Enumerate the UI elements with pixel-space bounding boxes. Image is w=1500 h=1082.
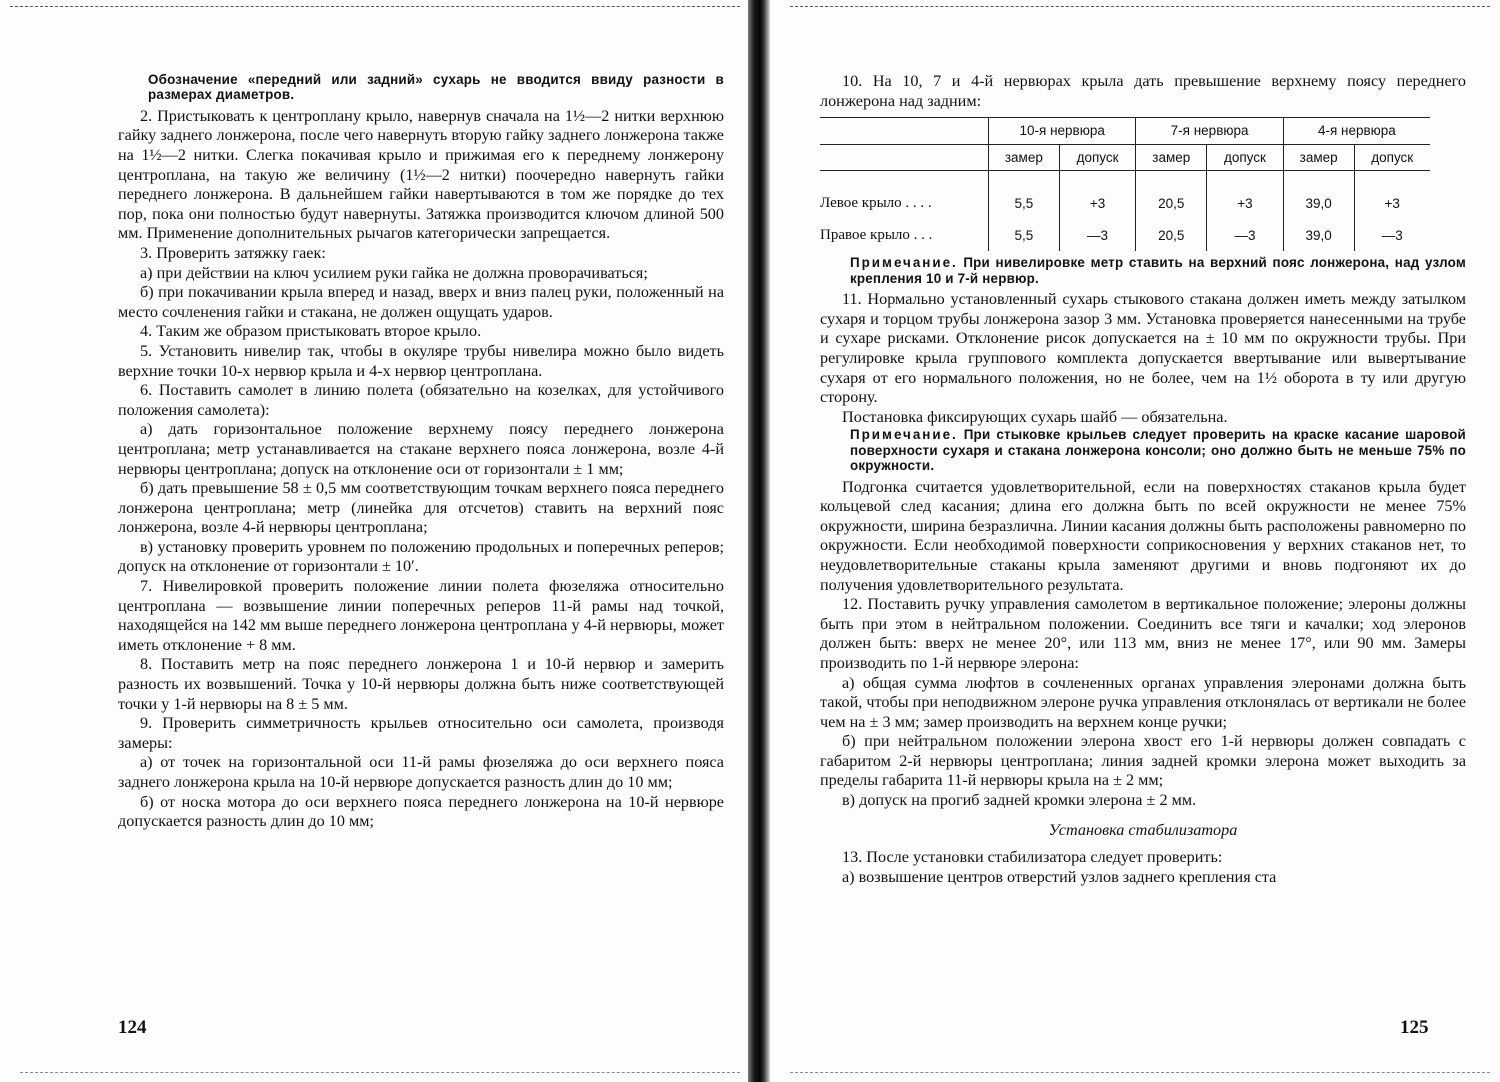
note-heading: Примечание. — [850, 427, 958, 443]
paragraph: 6. Поставить самолет в линию полета (обязательно на козелках, для устойчивого положения самолета): — [118, 381, 724, 419]
table-cell: —3 — [1207, 219, 1284, 251]
paragraph: Подгонка считается удовлетворительной, если на поверхностях стаканов крыла будет кольцевой след касания; длина его должна быть по всей окружности не менее 75% окружности, ширина безразлична. Линии касания должны быть расположены равномерно по окружности. Если необходимой поверхности соприкосновения у верхних стаканов нет, то неудовлетворительные стаканы крыла заменяют другими и вновь подгоняют их до получения удовлетворительного результата. — [820, 477, 1466, 594]
row-label: Правое крыло . . . — [820, 226, 933, 243]
table-row — [820, 219, 1430, 251]
note-heading: Примечание. — [850, 255, 958, 271]
paragraph: 10. На 10, 7 и 4-й нервюрах крыла дать превышение верхнему поясу переднего лонжерона над задним: — [820, 72, 1466, 110]
page-edge-line — [790, 1072, 1490, 1073]
table-group-header: 7-я нервюра — [1136, 118, 1283, 145]
note-body: При нивелировке метр ставить на верхний пояс лонжерона, над узлом крепления 10 и 7-й нервюр. — [850, 255, 1466, 286]
paragraph: 12. Поставить ручку управления самолетом в вертикальное положение; элероны должны быть при этом в нейтральном положении. Соединить все тяги и качалки; ход элеронов должен быть: вверх не менее 20°, или 113 мм, вниз не менее 17°, или 90 мм. Замеры производить по 1-й нервюре элерона: — [820, 595, 1466, 672]
intro-note: Обозначение «передний или задний» сухарь не вводится ввиду разности в размерах диаметров. — [148, 72, 724, 103]
table-subheader: замер — [989, 144, 1060, 171]
table-note — [820, 255, 1466, 286]
table-subheader: замер — [1136, 144, 1207, 171]
paragraph: а) от точек на горизонтальной оси 11-й рамы фюзеляжа до оси верхнего пояса заднего лонжерона крыла на 10-й нервюре допускается разность длин до 10 мм; — [118, 753, 724, 791]
paragraph: 2. Пристыковать к центроплану крыло, навернув сначала на 1½—2 нитки верхнюю гайку заднего лонжерона, после чего навернуть вторую гайку заднего лонжерона также на 1½—2 нитки. Слегка покачивая крыло и прижимая его к переднему лонжерону центроплана, на такую же величину (1½—2 нитки) поочередно навернуть гайки переднего лонжерона. В дальнейшем гайки навертываются в том же порядке до тех пор, пока они полностью будут навернуты. Затяжка производится ключом длиной 500 мм. Применение дополнительных рычагов категорически запрещается. — [118, 106, 724, 243]
tolerance-table — [820, 117, 1430, 251]
paragraph: 13. После установки стабилизатора следует проверить: — [842, 848, 1223, 867]
table-cell: —3 — [1354, 219, 1430, 251]
paragraph: б) от носка мотора до оси верхнего пояса переднего лонжерона на 10-й нервюре допускается разность длин до 10 мм; — [118, 792, 724, 831]
table-cell: 39,0 — [1283, 219, 1354, 251]
table-cell: 39,0 — [1283, 187, 1354, 219]
page-number: 125 — [1400, 1017, 1429, 1038]
paragraph: а) возвышение центров отверстий узлов заднего крепления ста — [842, 867, 1277, 886]
paragraph: б) при нейтральном положении элерона хвост его 1-й нервюры должен совпадать с габаритом 2-й нервюры центроплана; линия задней кромки элерона может выходить за пределы габарита 11-й нервюры крыла на ± 2 мм; — [820, 732, 1466, 790]
table-subheader: допуск — [1207, 144, 1284, 171]
paragraph: 7. Нивелировкой проверить положение линии полета фюзеляжа относительно центроплана — возвышение линии поперечных реперов 11-й рамы над точкой, находящейся на 142 мм выше переднего лонжерона центроплана у 4-й нервюры, может иметь отклонение + 8 мм. — [118, 577, 724, 654]
left-text-column — [118, 72, 724, 832]
table-group-header: 4-я нервюра — [1283, 118, 1430, 145]
page-edge-line — [10, 6, 740, 7]
table-row — [820, 187, 1430, 219]
fitting-note — [820, 427, 1466, 473]
right-text-column — [820, 72, 1466, 887]
table-subheader: допуск — [1059, 144, 1136, 171]
table-group-header: 10-я нервюра — [989, 118, 1136, 145]
paragraph: а) общая сумма люфтов в сочлененных органах управления элеронами должна быть такой, чтобы при неподвижном элероне ручка управления отклонялась от вертикали не более чем на ± 3 мм; замер производить на верхнем конце ручки; — [820, 673, 1466, 731]
paragraph: 9. Проверить симметричность крыльев относительно оси самолета, производя замеры: — [118, 714, 724, 752]
right-page — [770, 0, 1500, 1082]
paragraph: б) дать превышение 58 ± 0,5 мм соответствующим точкам верхнего пояса переднего лонжерона центроплана; метр (линейка для отсчетов) ставить на верхний пояс лонжерона, возле 4-й нервюры центроплана; — [118, 479, 724, 537]
paragraph: б) при покачивании крыла вперед и назад, вверх и вниз палец руки, положенный на место сочленения гайки и стакана, не должен ощущать ударов. — [118, 283, 724, 321]
paragraph: Постановка фиксирующих сухарь шайб — обязательна. — [842, 407, 1228, 426]
table-cell: —3 — [1059, 219, 1136, 251]
table-subheader: допуск — [1354, 144, 1430, 171]
page-edge-line — [20, 1072, 740, 1073]
paragraph: а) при действии на ключ усилием руки гайка не должна проворачиваться; — [140, 263, 648, 282]
table-cell: 5,5 — [989, 187, 1060, 219]
table-cell: +3 — [1059, 187, 1136, 219]
paragraph: в) установку проверить уровнем по положению продольных и поперечных реперов; допуск на отклонение от горизонтали ± 10′. — [118, 537, 724, 576]
table-cell: 20,5 — [1136, 219, 1207, 251]
page-edge-line — [790, 6, 1490, 7]
page-number: 124 — [118, 1017, 147, 1038]
paragraph: 5. Установить нивелир так, чтобы в окуляре трубы нивелира можно было видеть верхние точки 10-х нервюр крыла и 4-х нервюр центроплана. — [118, 341, 724, 380]
table-subheader: замер — [1283, 144, 1354, 171]
book-spine-shadow — [748, 0, 770, 1082]
section-heading: Установка стабилизатора — [1048, 820, 1238, 839]
paragraph: в) допуск на прогиб задней кромки элерона ± 2 мм. — [842, 791, 1197, 810]
left-page — [0, 0, 748, 1082]
paragraph: 4. Таким же образом пристыковать второе крыло. — [140, 322, 482, 341]
note-body: При стыковке крыльев следует проверить на краске касание шаровой поверхности сухаря и стакана лонжерона консоли; оно должно быть не меньше 75% по окружности. — [850, 427, 1466, 474]
paragraph: 8. Поставить метр на пояс переднего лонжерона 1 и 10-й нервюр и замерить разность их возвышений. Точка у 10-й нервюры должна быть ниже соответствующей точки у 1-й нервюры на 8 ± 5 мм. — [118, 655, 724, 713]
table-cell: +3 — [1354, 187, 1430, 219]
table-cell: 20,5 — [1136, 187, 1207, 219]
table-cell: 5,5 — [989, 219, 1060, 251]
paragraph: 11. Нормально установленный сухарь стыкового стакана должен иметь между затылком сухаря и торцом трубы лонжерона зазор 3 мм. Установка проверяется нанесенными на трубе и сухаре рисками. Отклонение рисок допускается на ± 10 мм по окружности трубы. При регулировке крыла группового комплекта допускается ввертывание или вывертывание сухаря от его нормального положения, но не более, чем на 1½ оборота в ту или другую сторону. — [820, 290, 1466, 407]
row-label: Левое крыло . . . . — [820, 194, 932, 211]
table-cell: +3 — [1207, 187, 1284, 219]
paragraph: 3. Проверить затяжку гаек: — [140, 243, 326, 262]
paragraph: а) дать горизонтальное положение верхнему поясу переднего лонжерона центроплана; метр устанавливается на стакане верхнего пояса лонжерона, возле 4-й нервюры центроплана; допуск на отклонение оси от горизонтали ± 1 мм; — [118, 420, 724, 478]
